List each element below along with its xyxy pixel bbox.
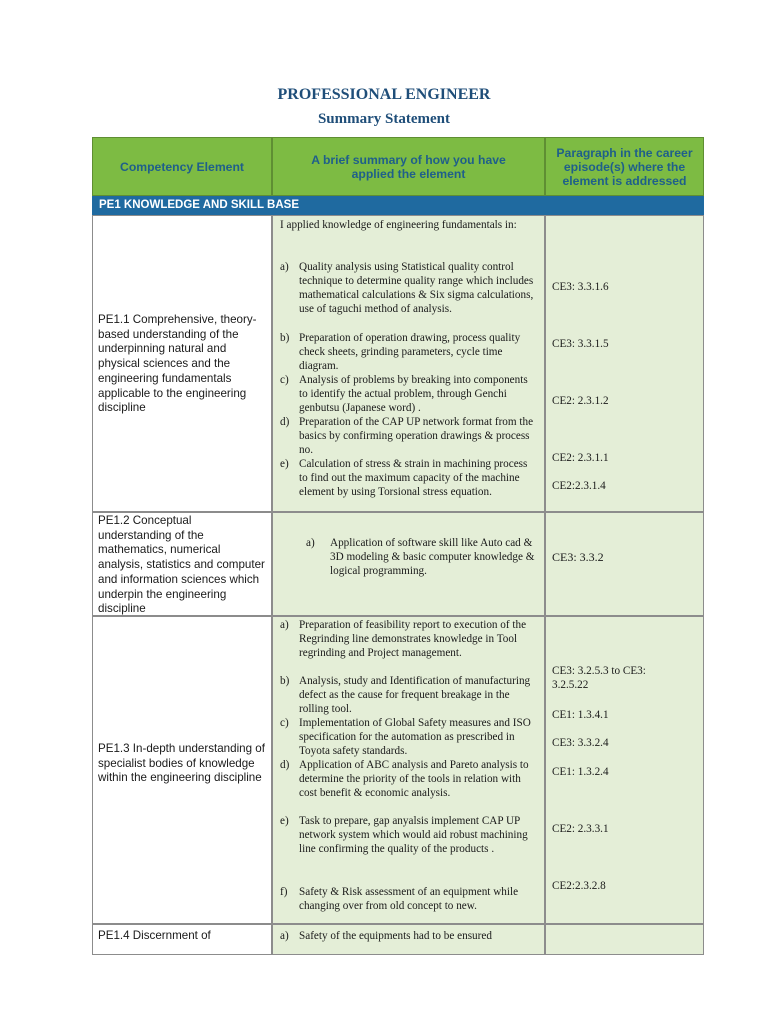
summary-item: a) Preparation of feasibility report to execution of the Regrinding line demonstrates knowledge in Tool regrinding and Project management. (280, 619, 527, 659)
section-heading-pe1: PE1 KNOWLEDGE AND SKILL BASE (92, 196, 704, 215)
reference-text: CE1: 1.3.2.4 (552, 766, 609, 778)
column-header-label: Competency Element (120, 159, 244, 174)
summary-item: b) Preparation of operation drawing, process quality check sheets, grinding parameters, cycle time diagram. (280, 332, 521, 372)
reference-cell-pe1-3 (545, 616, 704, 924)
column-header-label: A brief summary of how you have applied the element (311, 152, 506, 181)
summary-item: d) Application of ABC analysis and Pareto analysis to determine the priority of the tools in relation with cost benefit & economic analysis. (280, 759, 529, 799)
column-header-label: Paragraph in the career episode(s) where the element is addressed (556, 145, 693, 188)
reference-text: CE3: 3.2.5.3 to CE3: 3.2.5.22 (552, 665, 646, 691)
reference-cell-pe1-1 (545, 215, 704, 512)
element-cell-pe1-3 (92, 616, 272, 924)
reference-cell-pe1-2 (545, 512, 704, 616)
element-text: PE1.4 Discernment of (98, 929, 211, 942)
reference-text: CE1: 1.3.4.1 (552, 709, 609, 721)
element-cell-pe1-4 (92, 924, 272, 955)
summary-intro: I applied knowledge of engineering fundamentals in: (280, 219, 517, 231)
summary-item: c) Analysis of problems by breaking into components to identify the actual problem, through Genchi genbutsu (Japanese word) . (280, 374, 528, 414)
element-cell-pe1-2 (92, 512, 272, 616)
page-subtitle: Summary Statement (317, 111, 451, 127)
summary-cell-pe1-1 (272, 215, 545, 512)
reference-text: CE2: 2.3.1.2 (552, 395, 609, 407)
summary-item: a) Quality analysis using Statistical quality control technique to determine quality range which includes mathematical calculations & Six sigma calculations, use of taguchi method of analysis. (280, 261, 534, 315)
page-title: PROFESSIONAL ENGINEER (277, 86, 491, 103)
reference-text: CE2:2.3.1.4 (552, 480, 606, 492)
reference-text: CE3: 3.3.2 (552, 550, 604, 564)
element-text: PE1.2 Conceptual understanding of the mathematics, numerical analysis, statistics and computer and information sciences which underpin the engineering discipline (98, 514, 265, 616)
reference-text: CE3: 3.3.2.4 (552, 737, 609, 749)
summary-item: a) Safety of the equipments had to be ensured (280, 930, 492, 942)
element-text: PE1.3 In-depth understanding of specialist bodies of knowledge within the engineering discipline (98, 742, 265, 785)
column-header-competency (92, 137, 272, 196)
reference-text: CE2:2.3.2.8 (552, 880, 606, 892)
element-cell-pe1-1 (92, 215, 272, 512)
column-header-summary (272, 137, 545, 196)
summary-item: e) Calculation of stress & strain in machining process to find out the maximum capacity of the machine element by using Torsional stress equation. (280, 458, 528, 498)
reference-text: CE2: 2.3.3.1 (552, 823, 609, 835)
summary-item: a) Application of software skill like Auto cad & 3D modeling & basic computer knowledge & logical programming. (306, 537, 535, 577)
reference-cell-pe1-4 (545, 924, 704, 955)
reference-text: CE3: 3.3.1.5 (552, 338, 609, 350)
element-text: PE1.1 Comprehensive, theory-based understanding of the underpinning natural and physical sciences and the engineering fundamentals applicable to the engineering discipline (98, 313, 257, 415)
summary-cell-pe1-4 (272, 924, 545, 955)
summary-item: c) Implementation of Global Safety measures and ISO specification for the automation as prescribed in Toyota safety standards. (280, 717, 531, 757)
summary-item: f) Safety & Risk assessment of an equipment while changing over from old concept to new. (280, 886, 519, 912)
summary-cell-pe1-2 (272, 512, 545, 616)
column-header-paragraph (545, 137, 704, 196)
summary-item: e) Task to prepare, gap anyalsis implement CAP UP network system which would aid robust machining line confirming the quality of the products . (280, 815, 528, 855)
summary-cell-pe1-3 (272, 616, 545, 924)
summary-item: d) Preparation of the CAP UP network format from the basics by confirming operation drawings & process no. (280, 416, 534, 456)
reference-text: CE3: 3.3.1.6 (552, 281, 609, 293)
summary-item: b) Analysis, study and Identification of manufacturing defect as the cause for frequent breakage in the rolling tool. (280, 675, 531, 715)
reference-text: CE2: 2.3.1.1 (552, 452, 609, 464)
